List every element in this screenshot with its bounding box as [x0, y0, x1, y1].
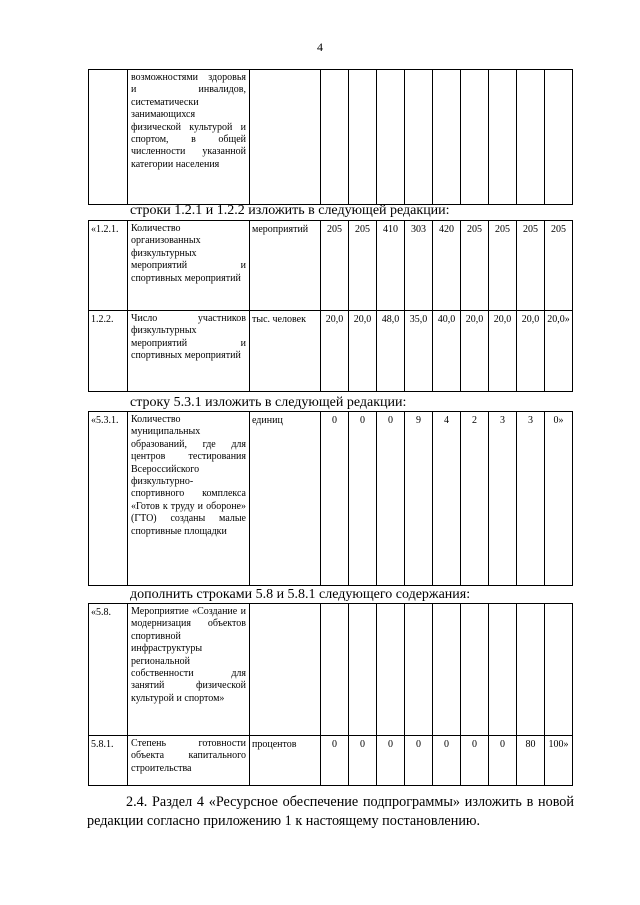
value-cell [517, 604, 545, 736]
value-cell [461, 70, 489, 205]
page-number: 4 [317, 40, 323, 54]
value-cell: 0 [349, 412, 377, 586]
value-cell [489, 70, 517, 205]
section-heading: строку 5.3.1 изложить в следующей редакции: [130, 395, 407, 410]
value-cell [405, 604, 433, 736]
value-cell: 205 [517, 221, 545, 311]
row-number: «5.3.1. [89, 412, 128, 586]
value-cell: 303 [405, 221, 433, 311]
value-cell: 205 [461, 221, 489, 311]
value-cell: 205 [321, 221, 349, 311]
value-cell [433, 604, 461, 736]
value-cell: 100» [545, 736, 573, 786]
row-number [89, 70, 128, 205]
value-cell: 4 [433, 412, 461, 586]
value-cell: 0 [349, 736, 377, 786]
table-row [89, 412, 573, 586]
value-cell [545, 604, 573, 736]
value-cell: 2 [461, 412, 489, 586]
value-cell: 0 [433, 736, 461, 786]
value-cell: 48,0 [377, 311, 405, 392]
section-heading: строки 1.2.1 и 1.2.2 изложить в следующей редакции: [130, 203, 450, 218]
value-cell [461, 604, 489, 736]
indicator-name: Мероприятие «Создание и модернизация объектов спортивной инфраструктуры региональной собственности для занятий физической культурой и спортом» [128, 604, 250, 736]
value-cell [377, 70, 405, 205]
table-events [88, 220, 573, 392]
value-cell: 420 [433, 221, 461, 311]
value-cell: 20,0 [349, 311, 377, 392]
value-cell: 205 [489, 221, 517, 311]
value-cell: 20,0 [489, 311, 517, 392]
value-cell: 0 [321, 736, 349, 786]
value-cell: 20,0 [517, 311, 545, 392]
body-paragraph: 2.4. Раздел 4 «Ресурсное обеспечение подпрограммы» изложить в новой редакции согласно приложению 1 к настоящему постановлению. [87, 794, 574, 829]
indicator-name: Число участников физкультурных мероприятий и спортивных мероприятий [128, 311, 250, 392]
value-cell: 9 [405, 412, 433, 586]
section-heading: дополнить строками 5.8 и 5.8.1 следующего содержания: [130, 587, 471, 602]
table-row [89, 70, 573, 205]
value-cell [349, 604, 377, 736]
table-row [89, 221, 573, 311]
indicator-name: возможностями здоровья и инвалидов, систематически занимающихся физической культурой и спортом, в общей численности указанной категории населения [128, 70, 250, 205]
value-cell: 3 [517, 412, 545, 586]
value-cell: 0 [461, 736, 489, 786]
value-cell [545, 70, 573, 205]
value-cell [349, 70, 377, 205]
table-row [89, 736, 573, 786]
unit-cell [250, 604, 321, 736]
unit-cell: мероприятий [250, 221, 321, 311]
table-municipal [88, 411, 573, 586]
row-number: 5.8.1. [89, 736, 128, 786]
table-continuation [88, 69, 573, 205]
row-number: «1.2.1. [89, 221, 128, 311]
value-cell: 0» [545, 412, 573, 586]
value-cell: 35,0 [405, 311, 433, 392]
value-cell: 0 [489, 736, 517, 786]
table-row [89, 311, 573, 392]
value-cell: 0 [377, 412, 405, 586]
value-cell: 20,0» [545, 311, 573, 392]
value-cell: 40,0 [433, 311, 461, 392]
row-number: «5.8. [89, 604, 128, 736]
value-cell [517, 70, 545, 205]
value-cell [321, 604, 349, 736]
value-cell [489, 604, 517, 736]
value-cell [321, 70, 349, 205]
value-cell: 20,0 [321, 311, 349, 392]
indicator-name: Степень готовности объекта капитального строительства [128, 736, 250, 786]
value-cell [433, 70, 461, 205]
indicator-name: Количество муниципальных образований, где для центров тестирования Всероссийского физкультурно-спортивного комплекса «Готов к труду и обороне» (ГТО) созданы малые спортивные площадки [128, 412, 250, 586]
value-cell: 205 [545, 221, 573, 311]
value-cell: 0 [321, 412, 349, 586]
unit-cell: тыс. человек [250, 311, 321, 392]
unit-cell [250, 70, 321, 205]
value-cell [377, 604, 405, 736]
value-cell: 410 [377, 221, 405, 311]
table-row [89, 604, 573, 736]
value-cell: 20,0 [461, 311, 489, 392]
indicator-name: Количество организованных физкультурных мероприятий и спортивных мероприятий [128, 221, 250, 311]
value-cell: 80 [517, 736, 545, 786]
unit-cell: единиц [250, 412, 321, 586]
value-cell: 0 [405, 736, 433, 786]
table-infrastructure [88, 603, 573, 786]
value-cell: 0 [377, 736, 405, 786]
unit-cell: процентов [250, 736, 321, 786]
value-cell: 3 [489, 412, 517, 586]
value-cell: 205 [349, 221, 377, 311]
row-number: 1.2.2. [89, 311, 128, 392]
value-cell [405, 70, 433, 205]
